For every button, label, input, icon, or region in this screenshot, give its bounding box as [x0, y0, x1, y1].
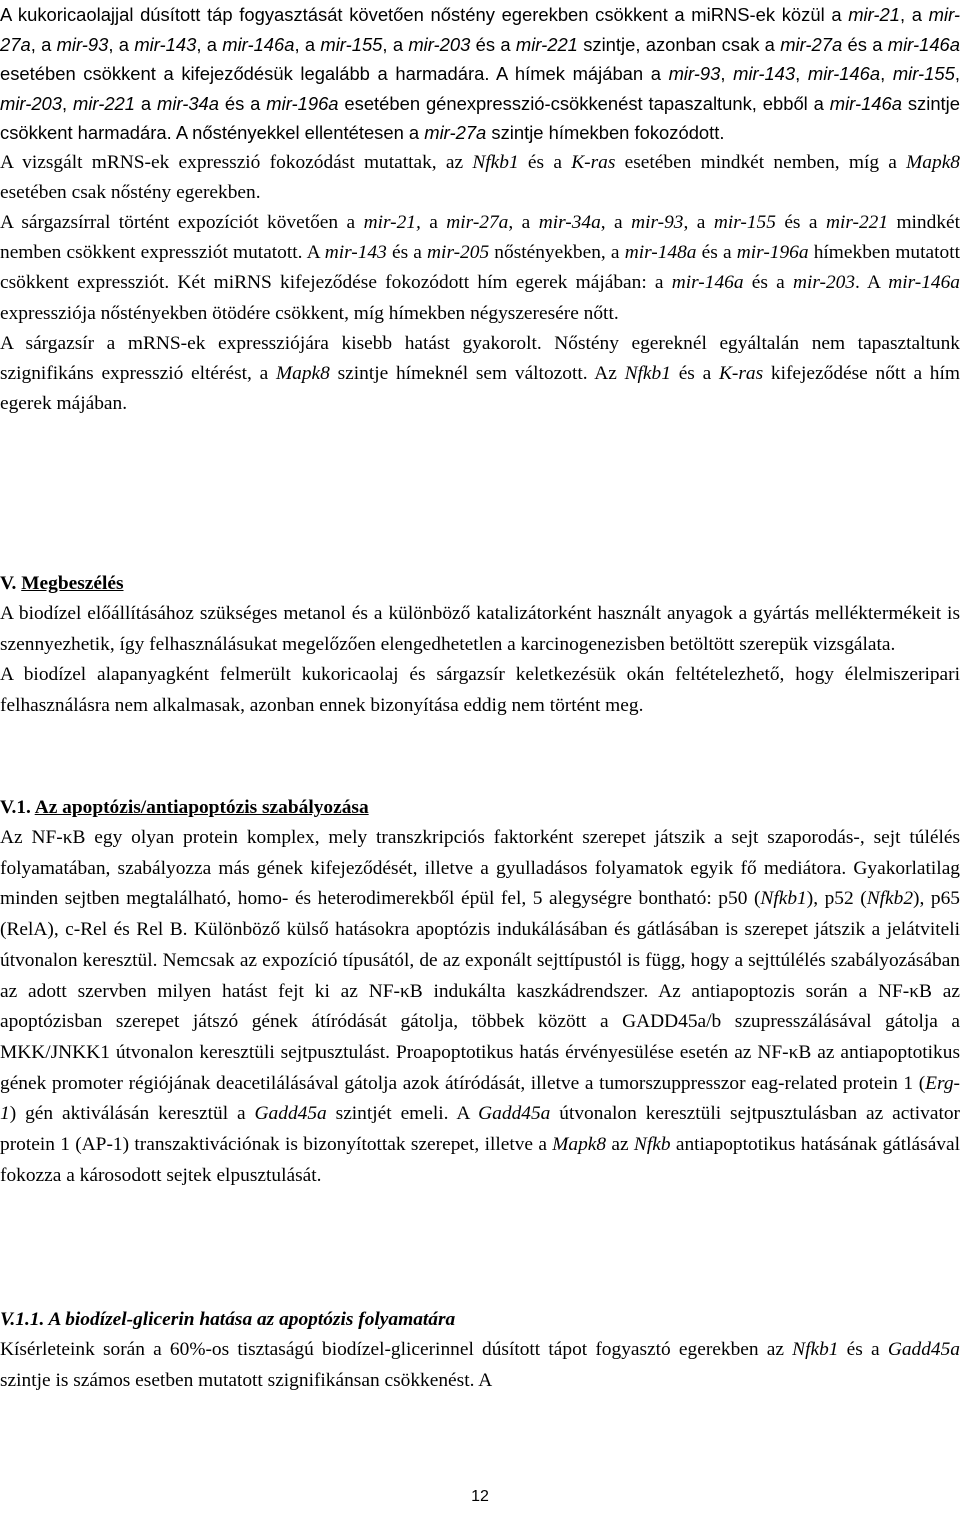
results-paragraph-4: A sárgazsír a mRNS-ek expressziójára kisebb hatást gyakorolt. Nőstény egereknél egyáltalán nem tapasztaltunk szignifikáns expresszió eltérést, a Mapk8 szintje hímeknél sem változott. Az Nfkb1 és a K-ras kifejeződése nőtt a hím egerek májában. [0, 332, 960, 415]
discussion-paragraph-1: A biodízel előállításához szükséges metanol és a különböző katalizátorként használt anyagok a gyártás melléktermékeit is szennyezhetik, így felhasználásukat megelőzően elengedhetetlen a karcinogenezisben betöltött szerepük vizsgálata. [0, 603, 960, 655]
section-v1-heading-number: V.1. [0, 797, 31, 818]
discussion-heading [0, 569, 960, 599]
discussion-heading-number: V. [0, 573, 17, 594]
section-v1 [0, 793, 960, 1191]
section-v11 [0, 1305, 960, 1396]
discussion-section [0, 569, 960, 722]
results-paragraph-1: A kukoricaolajjal dúsított táp fogyasztását követően nőstény egerekben csökkent a miRNS-ek közül a mir-21, a mir-27a, a mir-93, a mir-143, a mir-146a, a mir-155, a mir-203 és a mir-221 szintje, azonban csak a mir-27a és a mir-146a esetében csökkent a kifejeződésük legalább a harmadára. A hímek májában a mir-93, mir-143, mir-146a, mir-155, mir-203, mir-221 a mir-34a és a mir-196a esetében génexpresszió-csökkenést tapaszaltunk, ebből a mir-146a szintje csökkent harmadára. A nőstényekkel ellentétesen a mir-27a szintje hímekben fokozódott. [0, 4, 960, 143]
section-v11-heading [0, 1305, 960, 1335]
discussion-heading-title: Megbeszélés [21, 573, 124, 594]
section-v11-paragraph-1: Kísérleteink során a 60%-os tisztaságú biodízel-glicerinnel dúsított tápot fogyasztó egerekben az Nfkb1 és a Gadd45a szintje is számos esetben mutatott szignifikánsan csökkenést. A [0, 1339, 960, 1391]
section-v11-heading-title: A biodízel-glicerin hatása az apoptózis folyamatára [48, 1309, 456, 1330]
section-v1-paragraph-1: Az NF-κB egy olyan protein komplex, mely transzkripciós faktorként szerepet játszik a sejt szaporodás-, sejt túlélés folyamatában, szabályozza más gének kifejeződését, illetve a gyulladásos folyamatok egyik fő mediátora. Gyakorlatilag minden sejtben megtalálható, homo- és heterodimerekből épül fel, 5 alegységre bontható: p50 (Nfkb1), p52 (Nfkb2), p65 (RelA), c-Rel és Rel B. Különböző külső hatásokra apoptózis indukálásában és gátlásában is szerepet játszik a jelátviteli útvonalon keresztül. Nemcsak az expozíció típusától, de az exponált sejttípustól is függ, hogy a sejttúlélés szabályozásában az adott szervben milyen hatást fejt ki az NF-κB indukálta kaszkádrendszer. Az antiapoptozis során a NF-κB az apoptózisban szerepet játszó gének átíródását gátolja, többek között a GADD45a/b szupresszálásával gátolja a MKK/JNKK1 útvonalon keresztüli sejtpusztulást. Proapoptotikus hatás érvényesülése esetén az NF-κB az antiapoptotikus gének promoter régiójának deacetilálásával gátolja azok átíródását, illetve a tumorszuppresszor eag-related protein 1 (Erg-1) gén aktiválásán keresztül a Gadd45a szintjét emeli. A Gadd45a útvonalon keresztüli sejtpusztulásban az activator protein 1 (AP-1) transzaktivációnak is bizonyítottak szerepet, illetve a Mapk8 az Nfkb antiapoptotikus hatásának gátlásával fokozza a károsodott sejtek elpusztulását. [0, 827, 960, 1186]
results-paragraph-3: A sárgazsírral történt expozíciót követően a mir-21, a mir-27a, a mir-34a, a mir-93, a mir-155 és a mir-221 mindkét nemben csökkent expressziót mutatott. A mir-143 és a mir-205 nőstényekben, a mir-148a és a mir-196a hímekben mutatott csökkent expressziót. Két miRNS kifejeződése fokozódott hím egerek májában: a mir-146a és a mir-203. A mir-146a expressziója nőstényekben ötödére csökkent, míg hímekben négyszeresére nőtt. [0, 211, 960, 324]
page-number: 12 [471, 1488, 489, 1505]
section-v1-heading [0, 793, 960, 823]
section-v1-heading-title: Az apoptózis/antiapoptózis szabályozása [34, 797, 369, 818]
results-paragraph-2: A vizsgált mRNS-ek expresszió fokozódást mutattak, az Nfkb1 és a K-ras esetében mindkét nemben, míg a Mapk8 esetében csak nőstény egerekben. [0, 151, 960, 203]
discussion-paragraph-2: A biodízel alapanyagként felmerült kukoricaolaj és sárgazsír keletkezésük okán feltételezhető, hogy élelmiszeripari felhasználásra nem alkalmasak, azonban ennek bizonyítása eddig nem történt meg. [0, 664, 960, 717]
section-v11-heading-number: V.1.1. [0, 1309, 45, 1330]
results-text [0, 0, 960, 419]
